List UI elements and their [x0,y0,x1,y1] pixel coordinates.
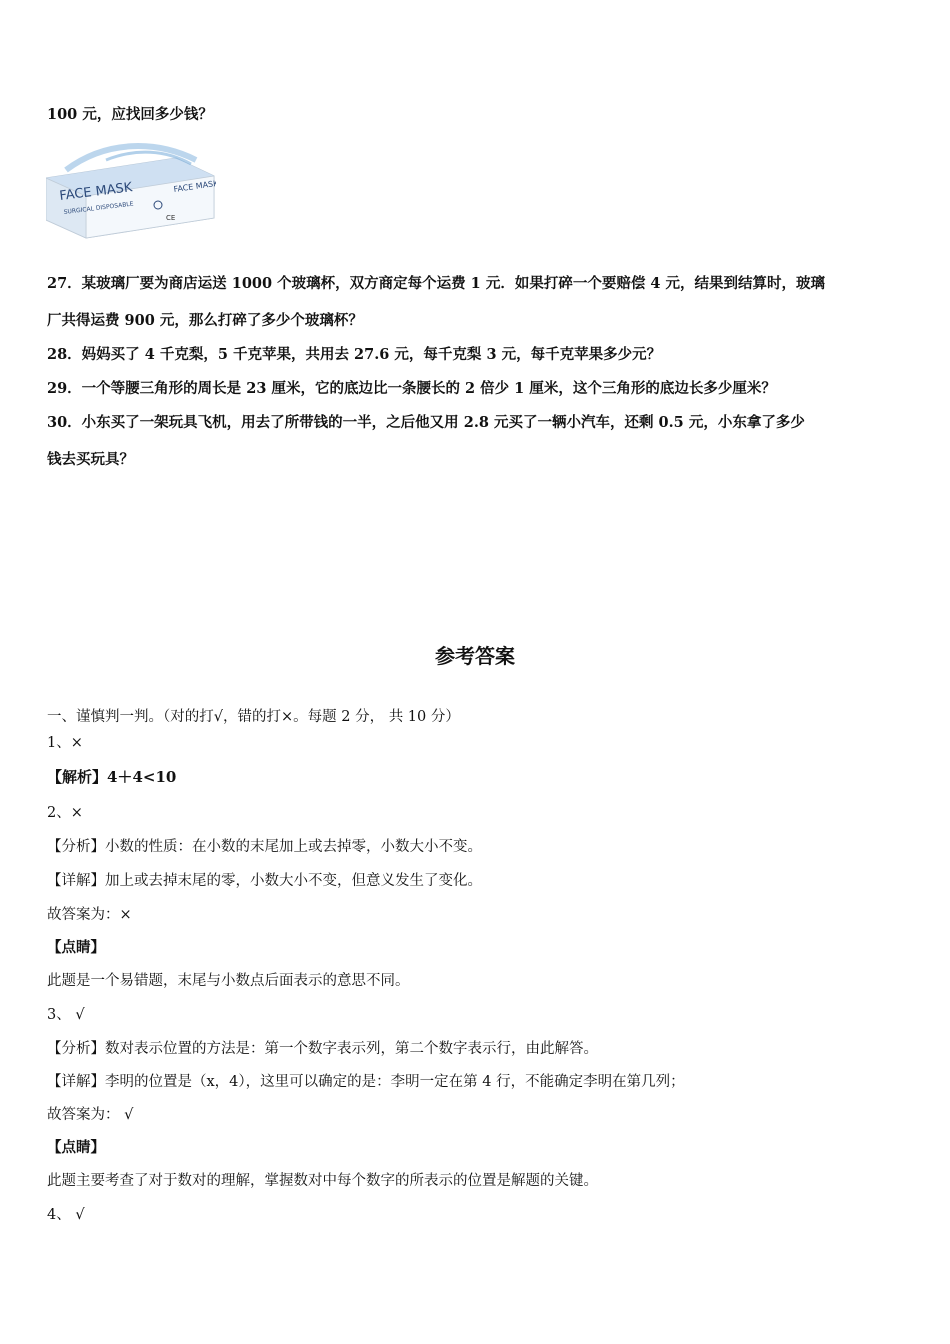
answer-3-comment: 此题主要考查了对于数对的理解，掌握数对中每个数字的所表示的位置是解题的关键。 [47,1173,598,1189]
answer-2-comment: 此题是一个易错题，末尾与小数点后面表示的意思不同。 [47,973,410,989]
question-28: 28．妈妈买了 4 千克梨，5 千克苹果，共用去 27.6 元，每千克梨 3 元，每千克苹果多少元？ [47,346,662,363]
answer-2-comment-label: 【点睛】 [47,939,105,956]
answer-3-analysis: 【分析】数对表示位置的方法是：第一个数字表示列，第二个数字表示行，由此解答。 [47,1041,598,1057]
answers-title: 参考答案 [435,644,515,668]
section-1-heading: 一、谨慎判一判。（对的打√，错的打×。每题 2 分， 共 10 分） [47,709,460,725]
answer-2-result: 故答案为：× [47,907,132,923]
answer-1: 1、× [47,735,83,751]
question-30-line1: 30．小东买了一架玩具飞机，用去了所带钱的一半，之后他又用 2.8 元买了一辆小汽车，还剩 0.5 元，小东拿了多少 [47,414,805,431]
question-26-tail: 100 元，应找回多少钱？ [47,106,213,123]
box-label-face-mask: FACE MASK [58,180,134,204]
question-27-line1: 27．某玻璃厂要为商店运送 1000 个玻璃杯，双方商定每个运费 1 元．如果打碎一个要赔偿 4 元，结果到结算时，玻璃 [47,275,825,292]
question-27-line2: 厂共得运费 900 元，那么打碎了多少个玻璃杯？ [47,312,363,329]
ce-mark: CE [166,214,176,222]
box-side-label: FACE MASK [173,178,216,194]
question-30-line2: 钱去买玩具？ [47,451,134,468]
question-29: 29．一个等腰三角形的周长是 23 厘米，它的底边比一条腰长的 2 倍少 1 厘米，这个三角形的底边长多少厘米？ [47,380,776,397]
answer-2-detail: 【详解】加上或去掉末尾的零，小数大小不变，但意义发生了变化。 [47,873,482,889]
face-mask-box-image [46,140,216,240]
answer-3-detail: 【详解】李明的位置是（x，4），这里可以确定的是：李明一定在第 4 行，不能确定李明在第几列； [47,1074,685,1090]
answer-3: 3、 √ [47,1007,85,1023]
answer-2-analysis: 【分析】小数的性质：在小数的末尾加上或去掉零，小数大小不变。 [47,839,482,855]
box-label-surgical: SURGICAL DISPOSABLE [63,200,134,216]
answer-2: 2、× [47,805,83,821]
answer-3-comment-label: 【点睛】 [47,1139,105,1156]
answer-3-result: 故答案为： √ [47,1107,134,1123]
answer-1-analysis: 【解析】4＋4<10 [47,768,177,786]
answer-4: 4、 √ [47,1207,85,1223]
